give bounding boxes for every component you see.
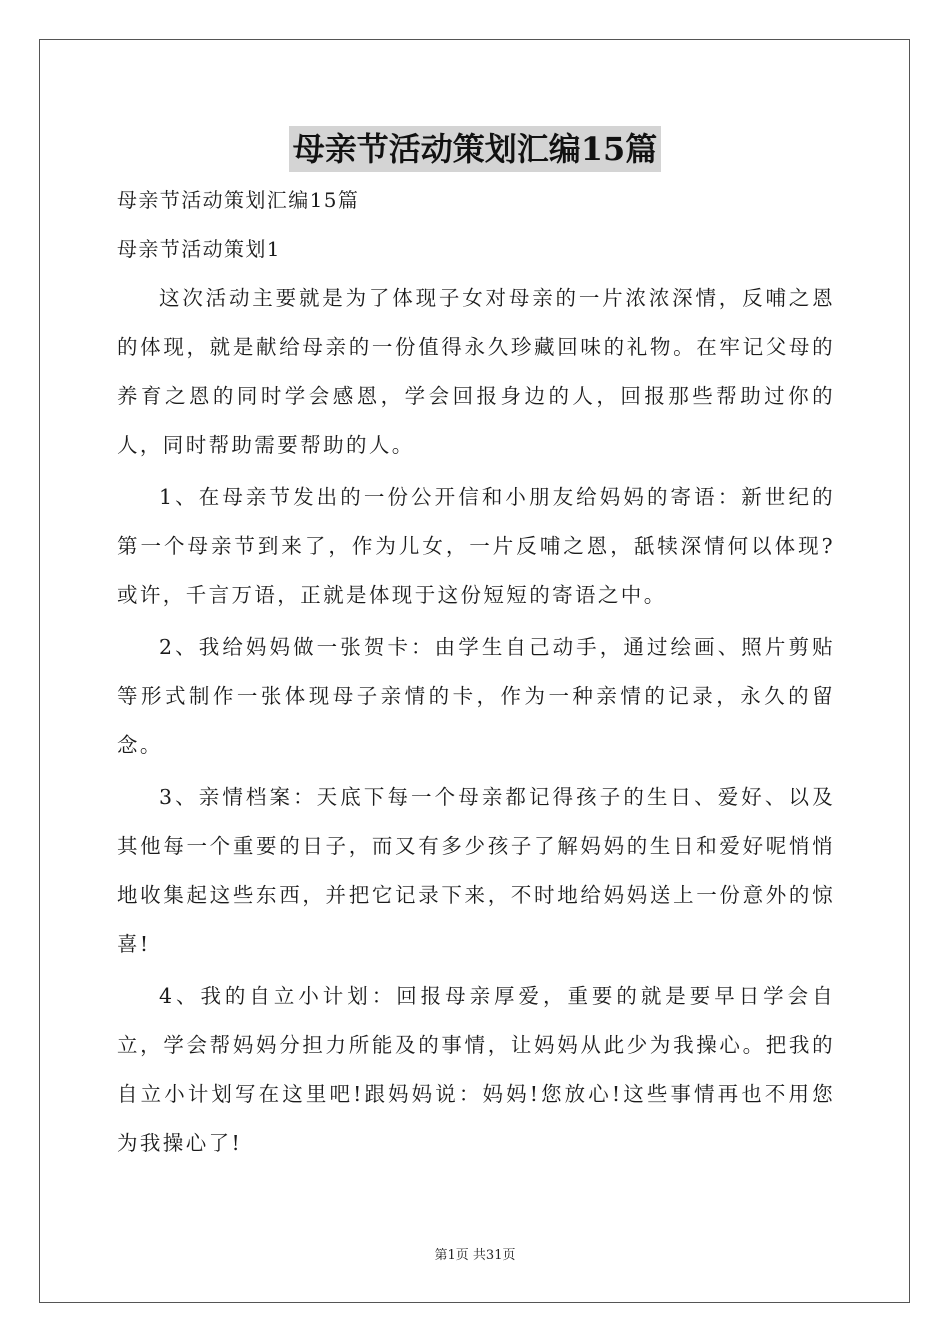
page-number-footer: 第1页 共31页 bbox=[434, 1248, 516, 1263]
paragraph-intro: 这次活动主要就是为了体现子女对母亲的一片浓浓深情，反哺之恩的体现，就是献给母亲的一份值得永久珍藏回味的礼物。在牢记父母的养育之恩的同时学会感恩，学会回报身边的人，回报那些帮助过你的人，同时帮助需要帮助的人。 bbox=[117, 286, 835, 457]
title-container bbox=[0, 126, 950, 172]
document-subtitle: 母亲节活动策划汇编15篇 bbox=[117, 188, 360, 212]
paragraph-item-3: 3、亲情档案：天底下每一个母亲都记得孩子的生日、爱好、以及其他每一个重要的日子，而又有多少孩子了解妈妈的生日和爱好呢悄悄地收集起这些东西，并把它记录下来，不时地给妈妈送上一份意外的惊喜! bbox=[117, 785, 835, 956]
section-heading: 母亲节活动策划1 bbox=[117, 237, 281, 261]
paragraph-item-1: 1、在母亲节发出的一份公开信和小朋友给妈妈的寄语：新世纪的第一个母亲节到来了，作为儿女，一片反哺之恩，舐犊深情何以体现?或许，千言万语，正就是体现于这份短短的寄语之中。 bbox=[117, 485, 835, 607]
paragraph-item-2: 2、我给妈妈做一张贺卡：由学生自己动手，通过绘画、照片剪贴等形式制作一张体现母子亲情的卡，作为一种亲情的记录，永久的留念。 bbox=[117, 635, 835, 757]
document-title: 母亲节活动策划汇编15篇 bbox=[289, 126, 662, 172]
paragraph-item-4: 4、我的自立小计划：回报母亲厚爱，重要的就是要早日学会自立，学会帮妈妈分担力所能及的事情，让妈妈从此少为我操心。把我的自立小计划写在这里吧!跟妈妈说：妈妈!您放心!这些事情再也不用您为我操心了! bbox=[117, 984, 835, 1155]
document-body bbox=[117, 176, 835, 1171]
